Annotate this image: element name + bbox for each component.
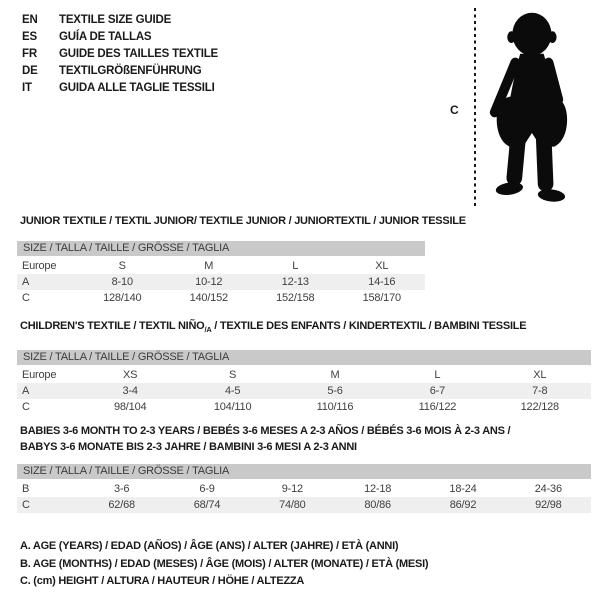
footnote-c: C. (cm) HEIGHT / ALTURA / HAUTEUR / HÖHE / ALTEZZA [20,575,305,587]
table-row-height [17,290,425,306]
table-header-bar: SIZE / TALLA / TAILLE / GRÖSSE / TAGLIA [17,241,425,256]
age-cell: 12-18 [364,483,392,495]
height-cell: 152/158 [276,292,315,304]
age-cell: 3-6 [114,483,130,495]
size-cell: L [434,369,441,382]
lang-code: IT [22,81,32,94]
size-cell: S [229,369,237,382]
lang-label: GUIDA ALLE TAGLIE TESSILI [59,81,215,94]
row-label: C [22,401,30,414]
section-childrens-textile [17,319,591,415]
language-list [22,11,218,96]
height-measure-dashed-line [474,8,476,206]
lang-row-de [22,62,218,79]
age-cell: 5-6 [327,385,343,398]
babies-size-table [17,464,591,513]
age-cell: 8-10 [111,276,133,288]
age-cell: 6-9 [199,483,215,495]
section-babies-textile [17,423,591,513]
age-cell: 10-12 [195,276,223,288]
lang-row-it [22,79,218,96]
lang-row-en [22,11,218,28]
height-cell: 116/122 [418,401,457,414]
section-title [17,319,591,337]
row-label: C [22,292,30,304]
height-cell: 122/128 [520,401,559,414]
lang-label: TEXTILE SIZE GUIDE [59,13,172,26]
table-header-bar: SIZE / TALLA / TAILLE / GRÖSSE / TAGLIA [17,464,591,479]
section-title-block [17,423,591,455]
title-part: CHILDREN'S TEXTILE / TEXTIL NIÑO [20,320,205,332]
table-header-bar: SIZE / TALLA / TAILLE / GRÖSSE / TAGLIA [17,350,591,365]
size-cell: XL [375,260,389,272]
height-cell: 92/98 [535,499,562,511]
children-size-table [17,350,591,415]
lang-label: GUIDE DES TAILLES TEXTILE [59,47,218,60]
height-cell: 68/74 [193,499,221,511]
age-cell: 14-16 [368,276,396,288]
junior-size-table [17,241,425,306]
table-row-height [17,399,591,415]
table-row-europe [17,258,425,274]
table-row-height [17,497,591,513]
lang-code: FR [22,47,37,60]
height-cell: 98/104 [113,401,147,414]
size-cell: S [118,260,126,272]
age-cell: 4-5 [224,385,241,398]
height-cell: 74/80 [279,499,306,511]
age-cell: 12-13 [281,276,309,288]
footnote-a: A. AGE (YEARS) / EDAD (AÑOS) / ÂGE (ANS) / ALTER (JAHRE) / ETÀ (ANNI) [20,540,399,552]
height-measure-label: C [450,103,459,117]
height-cell: 104/110 [213,401,252,414]
lang-label: TEXTILGRÖßENFÜHRUNG [59,64,202,77]
section-title: JUNIOR TEXTILE / TEXTIL JUNIOR/ TEXTILE JUNIOR / JUNIORTEXTIL / JUNIOR TESSILE [20,215,466,227]
size-cell: M [204,260,214,272]
footnote-b: B. AGE (MONTHS) / EDAD (MESES) / ÂGE (MOIS) / ALTER (MONATE) / ETÀ (MESI) [20,557,429,570]
age-cell: 6-7 [429,385,446,398]
lang-code: ES [22,30,37,43]
title-part: / TEXTILE DES ENFANTS / KINDERTEXTIL / BAMBINI TESSILE [211,320,527,332]
height-cell: 80/86 [364,499,391,511]
age-cell: 9-12 [281,483,303,495]
size-cell: XL [533,369,547,382]
height-cell: 158/170 [362,292,401,304]
table-row-age [17,383,591,399]
lang-row-es [22,28,218,45]
row-label: B [22,483,30,495]
height-cell: 140/152 [189,292,228,304]
table-row-europe [17,367,591,383]
height-cell: 110/116 [316,401,354,414]
row-label: C [22,499,30,511]
lang-label: GUÍA DE TALLAS [59,30,152,43]
table-row-age-months [17,481,591,497]
lang-code: EN [22,13,38,26]
lang-code: DE [22,64,38,77]
section-junior-textile [17,214,466,306]
row-label: Europe [22,369,57,382]
row-label: A [22,385,30,398]
toddler-silhouette-icon [484,8,572,210]
table-row-age [17,274,425,290]
row-label: Europe [22,260,57,272]
height-cell: 128/140 [103,292,142,304]
size-cell: XS [123,369,138,382]
section-title-line-2: BABYS 3-6 MONATE BIS 2-3 JAHRE / BAMBINI 3-6 MESI A 2-3 ANNI [20,441,357,453]
age-cell: 7-8 [532,385,548,398]
lang-row-fr [22,45,218,62]
title-subscript: /A [204,325,212,335]
row-label: A [22,276,30,288]
height-cell: 86/92 [449,499,477,511]
size-cell: L [292,260,299,272]
legend-footnotes [20,538,428,591]
height-cell: 62/68 [108,499,135,511]
section-title-line-1: BABIES 3-6 MONTH TO 2-3 YEARS / BEBÉS 3-6 MESES A 2-3 AÑOS / BÉBÉS 3-6 MOIS À 2-3 ANS / [20,425,511,437]
age-cell: 18-24 [449,483,477,495]
age-cell: 3-4 [122,385,138,398]
size-cell: M [330,369,340,382]
age-cell: 24-36 [534,483,562,495]
